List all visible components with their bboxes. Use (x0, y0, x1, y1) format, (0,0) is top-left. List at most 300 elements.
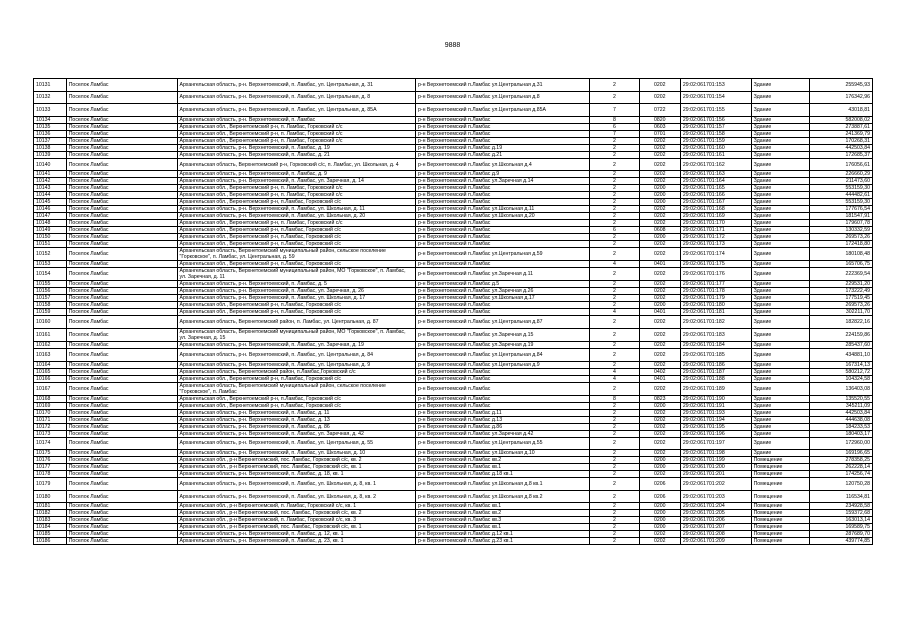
floors-cell: 4 (590, 309, 640, 316)
short-address-cell: р-н Верхнетоемский п.Ламбас (416, 375, 590, 382)
full-address-cell: Архангельская область, Верхнетоемский муниципальный район, МО "Горковское", п. Ламбас, ул. Заречная, д. 11 (177, 268, 416, 281)
full-address-cell: Архангельская обл., Верхнетоемский р-н, п.Ламбас, Горковский с/с (177, 241, 416, 248)
object-type-cell: Здание (751, 395, 809, 402)
object-id-cell: 10181 (34, 503, 67, 510)
object-type-cell: Здание (751, 144, 809, 151)
floors-cell: 2 (590, 328, 640, 341)
full-address-cell: Архангельская область, Верхнетоемский муниципальный район, МО "Горковское", п. Ламбас, ул. Заречная, д. 15 (177, 328, 416, 341)
short-address-cell: р-н Верхнетоемский п.Ламбас кв.3 (416, 517, 590, 524)
floors-cell: 2 (590, 144, 640, 151)
floors-cell: 2 (590, 464, 640, 471)
short-address-cell: р-н Верхнетоемский п.Ламбас (416, 185, 590, 192)
settlement-name-cell: Поселок Ламбас (66, 104, 177, 117)
cadastral-value-cell: 241369,79 (809, 130, 872, 137)
floors-cell: 2 (590, 478, 640, 491)
settlement-name-cell: Поселок Ламбас (66, 524, 177, 531)
short-address-cell: р-н Верхнетоемский п.Ламбас (416, 402, 590, 409)
cadastral-value-cell: 439774,85 (809, 538, 872, 545)
table-row (34, 130, 873, 137)
object-id-cell: 10140 (34, 158, 67, 171)
full-address-cell: Архангельская область, р-н. Верхнетоемский, п. Ламбас, д. 86 (177, 423, 416, 430)
short-address-cell: р-н Верхнетоемский п.Ламбас ул.Центральная д.9 (416, 361, 590, 368)
settlement-name-cell: Поселок Ламбас (66, 261, 177, 268)
table-row (34, 104, 873, 117)
floors-cell: 2 (590, 531, 640, 538)
cadastral-number-cell: 29:02:061701:195 (680, 423, 751, 430)
short-address-cell: р-н Верхнетоемский п.Ламбас ул.Школьная д.20 (416, 213, 590, 220)
full-address-cell: Архангельская обл., р-н Верхнетоемский, пос. Ламбас, Горковский с/с, кв. 1 (177, 464, 416, 471)
cadastral-value-cell: 345211,09 (809, 402, 872, 409)
floors-cell: 4 (590, 261, 640, 268)
cadastral-value-cell: 169196,65 (809, 450, 872, 457)
settlement-name-cell: Поселок Ламбас (66, 130, 177, 137)
cadastral-number-cell: 29:02:061701:155 (680, 104, 751, 117)
floors-cell: 2 (590, 517, 640, 524)
object-id-cell: 10182 (34, 510, 67, 517)
cadastral-number-cell: 29:02:061701:185 (680, 348, 751, 361)
full-address-cell: Архангельская область, р-н. Верхнетоемский, п. Ламбас, ул. Школьная, д. 11 (177, 206, 416, 213)
table-row (34, 510, 873, 517)
object-id-cell: 10177 (34, 464, 67, 471)
object-type-cell: Здание (751, 316, 809, 329)
cadastral-value-cell: 177676,54 (809, 206, 872, 213)
full-address-cell: Архангельская область, р-н. Верхнетоемский, п. Ламбас, ул. Заречная, д. 42 (177, 430, 416, 437)
cadastral-value-cell: 172960,00 (809, 437, 872, 450)
cadastral-value-cell: 285437,60 (809, 341, 872, 348)
short-address-cell: р-н Верхнетоемский п.Ламбас (416, 302, 590, 309)
object-id-cell: 10168 (34, 395, 67, 402)
cadastral-value-cell: 176056,61 (809, 158, 872, 171)
object-type-cell: Здание (751, 302, 809, 309)
cadastral-value-cell: 179607,78 (809, 220, 872, 227)
settlement-name-cell: Поселок Ламбас (66, 79, 177, 92)
object-id-cell: 10136 (34, 130, 67, 137)
cadastral-value-cell: 226660,29 (809, 171, 872, 178)
full-address-cell: Архангельская область, р-н. Верхнетоемский, п. Ламбас, ул. Заречная, д. 19 (177, 341, 416, 348)
cadastral-number-cell: 29:02:061701:203 (680, 490, 751, 503)
short-address-cell: р-н Верхнетоемский п.Ламбас кв.2 (416, 457, 590, 464)
cadastral-value-cell: 180108,48 (809, 248, 872, 261)
floors-cell: 2 (590, 402, 640, 409)
short-address-cell: р-н Верхнетоемский п.Ламбас ул.Центральная д.59 (416, 248, 590, 261)
full-address-cell: Архангельская обл., Верхнетоемский р-н, п. Ламбас, Горковский с/с (177, 123, 416, 130)
settlement-name-cell: Поселок Ламбас (66, 382, 177, 395)
type-code-cell: 0202 (639, 382, 680, 395)
object-id-cell: 10147 (34, 213, 67, 220)
type-code-cell: 0820 (639, 116, 680, 123)
settlement-name-cell: Поселок Ламбас (66, 281, 177, 288)
floors-cell: 2 (590, 382, 640, 395)
cadastral-value-cell: 165706,75 (809, 261, 872, 268)
table-row (34, 151, 873, 158)
table-row (34, 490, 873, 503)
short-address-cell: р-н Верхнетоемский п.Ламбас ул.Заречная д.15 (416, 328, 590, 341)
full-address-cell: Архангельская область, р-н. Верхнетоемский, п. Ламбас, ул. Школьная, д. 8, кв. 2 (177, 490, 416, 503)
short-address-cell: р-н Верхнетоемский п.Ламбас д.86 (416, 423, 590, 430)
table-row (34, 302, 873, 309)
full-address-cell: Архангельская область, р-н. Верхнетоемский, п. Ламбас, ул. Центральная, д. 85А (177, 104, 416, 117)
object-type-cell: Здание (751, 423, 809, 430)
object-type-cell: Здание (751, 437, 809, 450)
short-address-cell: р-н Верхнетоемский п.Ламбас (416, 234, 590, 241)
settlement-name-cell: Поселок Ламбас (66, 144, 177, 151)
settlement-name-cell: Поселок Ламбас (66, 123, 177, 130)
type-code-cell: 0202 (639, 531, 680, 538)
type-code-cell: 0202 (639, 430, 680, 437)
settlement-name-cell: Поселок Ламбас (66, 437, 177, 450)
cadastral-number-cell: 29:02:061701:157 (680, 123, 751, 130)
table-row (34, 531, 873, 538)
cadastral-number-cell: 29:02:061701:154 (680, 91, 751, 104)
settlement-name-cell: Поселок Ламбас (66, 510, 177, 517)
short-address-cell: р-н Верхнетоемский п.Ламбас (416, 137, 590, 144)
cadastral-value-cell: 442503,84 (809, 144, 872, 151)
cadastral-number-cell: 29:02:061701:153 (680, 79, 751, 92)
floors-cell: 2 (590, 178, 640, 185)
table-row (34, 423, 873, 430)
settlement-name-cell: Поселок Ламбас (66, 328, 177, 341)
full-address-cell: Архангельская область, Верхнетоемский р-н, Горковский с/с, п. Ламбас, ул. Школьная, д. 4 (177, 158, 416, 171)
type-code-cell: 0200 (639, 302, 680, 309)
full-address-cell: Архангельская область, р-н. Верхнетоемский, п. Ламбас, ул. Центральная, д. 84 (177, 348, 416, 361)
floors-cell: 8 (590, 116, 640, 123)
settlement-name-cell: Поселок Ламбас (66, 116, 177, 123)
settlement-name-cell: Поселок Ламбас (66, 348, 177, 361)
settlement-name-cell: Поселок Ламбас (66, 517, 177, 524)
type-code-cell: 0202 (639, 206, 680, 213)
cadastral-number-cell: 29:02:061701:196 (680, 430, 751, 437)
floors-cell: 2 (590, 348, 640, 361)
table-row (34, 199, 873, 206)
settlement-name-cell: Поселок Ламбас (66, 375, 177, 382)
object-type-cell: Здание (751, 341, 809, 348)
cadastral-value-cell: 434881,10 (809, 348, 872, 361)
object-type-cell: Помещение (751, 503, 809, 510)
object-type-cell: Помещение (751, 478, 809, 491)
full-address-cell: Архангельская обл., Верхнетоемский р-н, п. Ламбас, Горковский с/с (177, 192, 416, 199)
registry-table (33, 78, 873, 545)
cadastral-value-cell: 176342,96 (809, 91, 872, 104)
settlement-name-cell: Поселок Ламбас (66, 409, 177, 416)
object-id-cell: 10151 (34, 241, 67, 248)
short-address-cell: р-н Верхнетоемский п.Ламбас (416, 261, 590, 268)
table-row (34, 268, 873, 281)
settlement-name-cell: Поселок Ламбас (66, 395, 177, 402)
cadastral-value-cell: 177519,45 (809, 295, 872, 302)
cadastral-number-cell: 29:02:061701:164 (680, 178, 751, 185)
short-address-cell: р-н Верхнетоемский п.Ламбас ул.Школьная д.10 (416, 450, 590, 457)
cadastral-number-cell: 29:02:061701:202 (680, 478, 751, 491)
settlement-name-cell: Поселок Ламбас (66, 368, 177, 375)
object-id-cell: 10146 (34, 206, 67, 213)
object-id-cell: 10185 (34, 531, 67, 538)
table-row (34, 171, 873, 178)
short-address-cell: р-н Верхнетоемский п.Ламбас ул.Центральная д.84 (416, 348, 590, 361)
short-address-cell: р-н Верхнетоемский п.Ламбас кв.1 (416, 503, 590, 510)
object-id-cell: 10144 (34, 192, 67, 199)
cadastral-number-cell: 29:02:061701:191 (680, 402, 751, 409)
cadastral-number-cell: 29:02:061701:206 (680, 517, 751, 524)
type-code-cell: 0200 (639, 510, 680, 517)
floors-cell: 2 (590, 268, 640, 281)
object-id-cell: 10179 (34, 478, 67, 491)
object-type-cell: Здание (751, 123, 809, 130)
type-code-cell: 0823 (639, 395, 680, 402)
type-code-cell: 0200 (639, 517, 680, 524)
table-row (34, 192, 873, 199)
object-type-cell: Помещение (751, 524, 809, 531)
cadastral-number-cell: 29:02:061701:159 (680, 137, 751, 144)
settlement-name-cell: Поселок Ламбас (66, 457, 177, 464)
floors-cell: 6 (590, 123, 640, 130)
object-id-cell: 10161 (34, 328, 67, 341)
object-id-cell: 10183 (34, 517, 67, 524)
short-address-cell: р-н Верхнетоемский п.Ламбас (416, 227, 590, 234)
short-address-cell: р-н Верхнетоемский п.Ламбас ул.Центральная д.85А (416, 104, 590, 117)
short-address-cell: р-н Верхнетоемский п.Ламбас (416, 309, 590, 316)
full-address-cell: Архангельская обл., р-н Верхнетоемский, пос. Ламбас, Горковский с/с, кв. 2 (177, 510, 416, 517)
full-address-cell: Архангельская область, р-н. Верхнетоемский, п. Ламбас, д. 13 (177, 416, 416, 423)
settlement-name-cell: Поселок Ламбас (66, 199, 177, 206)
settlement-name-cell: Поселок Ламбас (66, 178, 177, 185)
floors-cell: 2 (590, 450, 640, 457)
full-address-cell: Архангельская обл., Верхнетоемский р-н, п. Ламбас, Горковский с/с (177, 130, 416, 137)
table-row (34, 248, 873, 261)
cadastral-value-cell: 287689,70 (809, 531, 872, 538)
settlement-name-cell: Поселок Ламбас (66, 450, 177, 457)
object-type-cell: Здание (751, 416, 809, 423)
cadastral-value-cell: 136403,08 (809, 382, 872, 395)
cadastral-number-cell: 29:02:061701:162 (680, 158, 751, 171)
object-id-cell: 10131 (34, 79, 67, 92)
short-address-cell: р-н Верхнетоемский п.Ламбас кв.2 (416, 510, 590, 517)
object-type-cell: Здание (751, 199, 809, 206)
floors-cell: 2 (590, 288, 640, 295)
full-address-cell: Архангельская область, р-н. Верхнетоемский, п. Ламбас, ул. Школьная, д. 20 (177, 213, 416, 220)
type-code-cell: 0202 (639, 220, 680, 227)
object-type-cell: Здание (751, 368, 809, 375)
object-id-cell: 10171 (34, 416, 67, 423)
settlement-name-cell: Поселок Ламбас (66, 192, 177, 199)
object-type-cell: Здание (751, 192, 809, 199)
short-address-cell: р-н Верхнетоемский п.Ламбас ул.Школьная д.11 (416, 206, 590, 213)
cadastral-value-cell: 273887,61 (809, 123, 872, 130)
cadastral-value-cell: 255945,93 (809, 79, 872, 92)
table-row (34, 328, 873, 341)
object-type-cell: Помещение (751, 464, 809, 471)
object-id-cell: 10139 (34, 151, 67, 158)
full-address-cell: Архангельская обл., Верхнетоемский р-н, п.Ламбас, Горковский с/с (177, 375, 416, 382)
table-row (34, 261, 873, 268)
short-address-cell: р-н Верхнетоемский п.Ламбас кв.1 (416, 464, 590, 471)
floors-cell: 2 (590, 295, 640, 302)
table-row (34, 402, 873, 409)
floors-cell: 6 (590, 227, 640, 234)
object-id-cell: 10152 (34, 248, 67, 261)
page-number: 9888 (444, 42, 461, 49)
floors-cell: 2 (590, 316, 640, 329)
cadastral-value-cell: 184233,53 (809, 423, 872, 430)
cadastral-value-cell: 222369,54 (809, 268, 872, 281)
cadastral-number-cell: 29:02:061701:179 (680, 295, 751, 302)
object-id-cell: 10153 (34, 261, 67, 268)
short-address-cell: р-н Верхнетоемский п.Ламбас ул.Школьная д.17 (416, 295, 590, 302)
cadastral-value-cell: 444482,61 (809, 192, 872, 199)
full-address-cell: Архангельская область, р-н. Верхнетоемский, п. Ламбас, ул. Центральная, д. 31 (177, 79, 416, 92)
short-address-cell: р-н Верхнетоемский п.Ламбас ул.Заречная д.26 (416, 288, 590, 295)
object-id-cell: 10186 (34, 538, 67, 545)
cadastral-value-cell: 229531,20 (809, 281, 872, 288)
object-type-cell: Здание (751, 309, 809, 316)
floors-cell: 2 (590, 341, 640, 348)
object-type-cell: Здание (751, 206, 809, 213)
short-address-cell: р-н Верхнетоемский п.Ламбас ул.Центральная д.8 (416, 91, 590, 104)
floors-cell: 8 (590, 395, 640, 402)
settlement-name-cell: Поселок Ламбас (66, 220, 177, 227)
cadastral-value-cell: 269573,26 (809, 302, 872, 309)
short-address-cell: р-н Верхнетоемский п.Ламбас ул.Заречная д.19 (416, 341, 590, 348)
cadastral-number-cell: 29:02:061701:180 (680, 302, 751, 309)
object-type-cell: Здание (751, 234, 809, 241)
settlement-name-cell: Поселок Ламбас (66, 158, 177, 171)
short-address-cell: р-н Верхнетоемский п.Ламбас д.11 (416, 409, 590, 416)
cadastral-value-cell: 135520,55 (809, 395, 872, 402)
full-address-cell: Архангельская обл., р-н Верхнетоемский, пос. Ламбас, Горковский с/с, кв. 2 (177, 457, 416, 464)
type-code-cell: 0202 (639, 328, 680, 341)
object-type-cell: Здание (751, 116, 809, 123)
object-type-cell: Здание (751, 79, 809, 92)
type-code-cell: 0701 (639, 130, 680, 137)
object-type-cell: Здание (751, 430, 809, 437)
full-address-cell: Архангельская обл., Верхнетоемский р-н, п. Ламбас, Горковский с/с (177, 185, 416, 192)
type-code-cell: 0202 (639, 213, 680, 220)
floors-cell: 7 (590, 104, 640, 117)
cadastral-number-cell: 29:02:061701:194 (680, 416, 751, 423)
table-row (34, 430, 873, 437)
object-type-cell: Помещение (751, 490, 809, 503)
cadastral-value-cell: 302211,70 (809, 309, 872, 316)
object-id-cell: 10135 (34, 123, 67, 130)
settlement-name-cell: Поселок Ламбас (66, 171, 177, 178)
cadastral-value-cell: 442503,84 (809, 409, 872, 416)
cadastral-value-cell: 159372,68 (809, 510, 872, 517)
object-type-cell: Здание (751, 227, 809, 234)
full-address-cell: Архангельская обл., Верхнетоемский р-н, п.Ламбас, Горковский с/с (177, 395, 416, 402)
settlement-name-cell: Поселок Ламбас (66, 268, 177, 281)
object-id-cell: 10180 (34, 490, 67, 503)
full-address-cell: Архангельская обл., Верхнетоемский р-н, п. Ламбас, Горковский с/с (177, 137, 416, 144)
cadastral-number-cell: 29:02:061701:198 (680, 450, 751, 457)
table-row (34, 295, 873, 302)
settlement-name-cell: Поселок Ламбас (66, 402, 177, 409)
table-row (34, 234, 873, 241)
floors-cell: 2 (590, 206, 640, 213)
cadastral-value-cell: 269573,26 (809, 234, 872, 241)
object-id-cell: 10143 (34, 185, 67, 192)
object-id-cell: 10132 (34, 91, 67, 104)
settlement-name-cell: Поселок Ламбас (66, 478, 177, 491)
full-address-cell: Архангельская область, р-н. Верхнетоемский, п. Ламбас, ул. Заречная, д. 14 (177, 178, 416, 185)
table-row (34, 517, 873, 524)
type-code-cell: 0200 (639, 464, 680, 471)
type-code-cell: 0202 (639, 248, 680, 261)
cadastral-value-cell: 553159,30 (809, 185, 872, 192)
object-type-cell: Здание (751, 402, 809, 409)
object-id-cell: 10149 (34, 227, 67, 234)
short-address-cell: р-н Верхнетоемский п.Ламбас (416, 123, 590, 130)
object-id-cell: 10167 (34, 382, 67, 395)
cadastral-number-cell: 29:02:061701:205 (680, 510, 751, 517)
cadastral-number-cell: 29:02:061701:160 (680, 144, 751, 151)
short-address-cell: р-н Верхнетоемский п.Ламбас ул.Центральная д.55 (416, 437, 590, 450)
object-id-cell: 10137 (34, 137, 67, 144)
object-type-cell: Здание (751, 361, 809, 368)
object-type-cell: Здание (751, 130, 809, 137)
settlement-name-cell: Поселок Ламбас (66, 471, 177, 478)
short-address-cell: р-н Верхнетоемский п.Ламбас д.12 кв.1 (416, 531, 590, 538)
table-row (34, 341, 873, 348)
object-type-cell: Здание (751, 261, 809, 268)
object-id-cell: 10160 (34, 316, 67, 329)
type-code-cell: 0402 (639, 368, 680, 375)
short-address-cell: р-н Верхнетоемский п.Ламбас ул.Школьная д.8 кв.2 (416, 490, 590, 503)
cadastral-value-cell: 172685,37 (809, 151, 872, 158)
short-address-cell: р-н Верхнетоемский п.Ламбас д.18 кв.1 (416, 471, 590, 478)
cadastral-value-cell: 224159,86 (809, 328, 872, 341)
full-address-cell: Архангельская обл., Верхнетоемский р-н, п. Ламбас, Горковский с/с (177, 220, 416, 227)
cadastral-value-cell: 553159,30 (809, 199, 872, 206)
settlement-name-cell: Поселок Ламбас (66, 430, 177, 437)
type-code-cell: 0202 (639, 178, 680, 185)
object-type-cell: Здание (751, 409, 809, 416)
full-address-cell: Архангельская область, р-н. Верхнетоемский, п. Ламбас, ул. Центральная, д. 9 (177, 361, 416, 368)
type-code-cell: 0202 (639, 137, 680, 144)
full-address-cell: Архангельская обл., р-н Верхнетоемский, п. Ламбас, Горковский с/с, кв. 1 (177, 503, 416, 510)
short-address-cell: р-н Верхнетоемский п.Ламбас ул.Заречная д.11 (416, 268, 590, 281)
full-address-cell: Архангельская обл., р-н Верхнетоемский, пос. Ламбас, Горковский с/с, кв. 1 (177, 524, 416, 531)
table-row (34, 79, 873, 92)
cadastral-number-cell: 29:02:061701:174 (680, 248, 751, 261)
type-code-cell: 0202 (639, 450, 680, 457)
object-id-cell: 10166 (34, 375, 67, 382)
registry-table-body (34, 79, 873, 545)
cadastral-value-cell: 181547,91 (809, 213, 872, 220)
settlement-name-cell: Поселок Ламбас (66, 416, 177, 423)
type-code-cell: 0202 (639, 295, 680, 302)
object-id-cell: 10158 (34, 302, 67, 309)
object-id-cell: 10174 (34, 437, 67, 450)
type-code-cell: 0722 (639, 104, 680, 117)
floors-cell: 2 (590, 416, 640, 423)
object-type-cell: Помещение (751, 510, 809, 517)
settlement-name-cell: Поселок Ламбас (66, 288, 177, 295)
full-address-cell: Архангельская область, р-н. Верхнетоемский, п. Ламбас, д. 18, кв. 1 (177, 471, 416, 478)
short-address-cell: р-н Верхнетоемский п.Ламбас д.23 кв.1 (416, 538, 590, 545)
cadastral-number-cell: 29:02:061701:187 (680, 368, 751, 375)
settlement-name-cell: Поселок Ламбас (66, 341, 177, 348)
object-type-cell: Здание (751, 375, 809, 382)
type-code-cell: 0401 (639, 309, 680, 316)
object-type-cell: Здание (751, 185, 809, 192)
settlement-name-cell: Поселок Ламбас (66, 241, 177, 248)
cadastral-number-cell: 29:02:061701:188 (680, 375, 751, 382)
full-address-cell: Архангельская область, р-н. Верхнетоемский, п. Ламбас, д. 11 (177, 409, 416, 416)
table-row (34, 471, 873, 478)
full-address-cell: Архангельская область, р-н. Верхнетоемский, п. Ламбас, д. 9 (177, 171, 416, 178)
floors-cell: 2 (590, 361, 640, 368)
object-type-cell: Помещение (751, 457, 809, 464)
cadastral-number-cell: 29:02:061701:208 (680, 531, 751, 538)
